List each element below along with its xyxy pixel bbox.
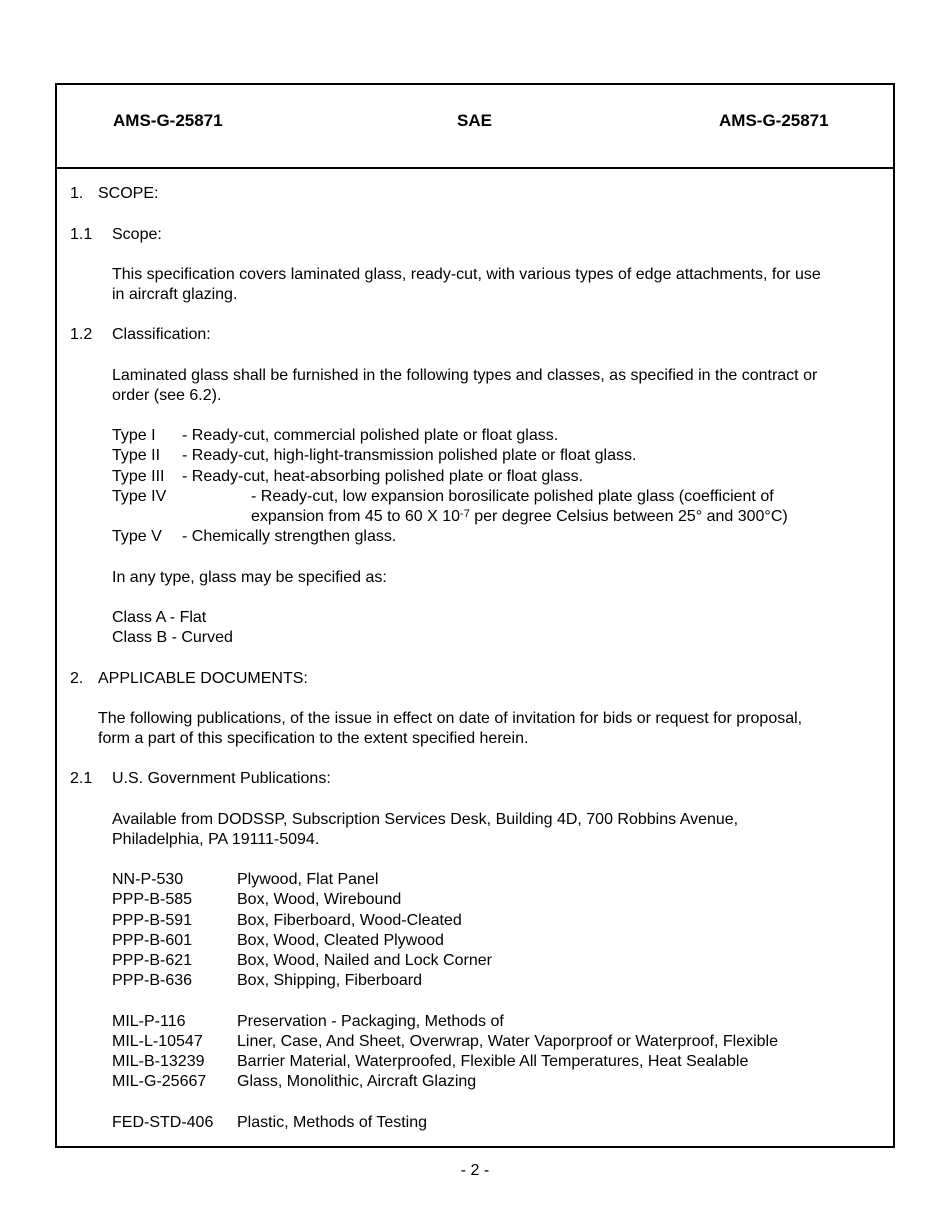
header-doc-id-left: AMS-G-25871 xyxy=(113,111,223,130)
doc-code: MIL-G-25667 xyxy=(112,1073,207,1090)
type-4-label: Type IV xyxy=(112,488,167,505)
section-2-1-number: 2.1 xyxy=(70,770,93,787)
doc-title: Preservation - Packaging, Methods of xyxy=(237,1013,504,1030)
type-4-desc-part-a: expansion from 45 to 60 X 10 xyxy=(251,508,461,525)
header-org: SAE xyxy=(457,111,492,130)
section-2-paragraph-line2: form a part of this specification to the extent specified herein. xyxy=(98,730,529,747)
section-2-1-paragraph-line2: Philadelphia, PA 19111-5094. xyxy=(112,831,320,848)
section-1-2-title: Classification: xyxy=(112,326,211,343)
doc-code: PPP-B-621 xyxy=(112,952,193,969)
any-type-note: In any type, glass may be specified as: xyxy=(112,569,387,586)
doc-title: Barrier Material, Waterproofed, Flexible All Temperatures, Heat Sealable xyxy=(237,1053,749,1070)
type-2-label: Type II xyxy=(112,447,161,464)
doc-title: Box, Shipping, Fiberboard xyxy=(237,972,422,989)
section-1-1-paragraph-line2: in aircraft glazing. xyxy=(112,286,238,303)
doc-title: Glass, Monolithic, Aircraft Glazing xyxy=(237,1073,477,1090)
type-4-exponent: -7 xyxy=(460,508,470,520)
section-1-2-number: 1.2 xyxy=(70,326,93,343)
type-1-label: Type I xyxy=(112,427,156,444)
header-doc-id-right: AMS-G-25871 xyxy=(719,111,829,130)
class-a: Class A - Flat xyxy=(112,609,207,626)
type-2-description: - Ready-cut, high-light-transmission polished plate or float glass. xyxy=(182,447,637,464)
section-1-2-paragraph-line1: Laminated glass shall be furnished in the following types and classes, as specified in the contract or xyxy=(112,367,818,384)
class-b: Class B - Curved xyxy=(112,629,233,646)
section-1-2-paragraph-line2: order (see 6.2). xyxy=(112,387,222,404)
doc-title: Box, Wood, Cleated Plywood xyxy=(237,932,444,949)
doc-code: MIL-B-13239 xyxy=(112,1053,205,1070)
type-1-description: - Ready-cut, commercial polished plate or float glass. xyxy=(182,427,559,444)
doc-title: Plywood, Flat Panel xyxy=(237,871,379,888)
page-header xyxy=(57,85,893,169)
type-5-description: - Chemically strengthen glass. xyxy=(182,528,397,545)
type-4-desc-part-b: per degree Celsius between 25° and 300°C) xyxy=(469,508,788,525)
doc-code: NN-P-530 xyxy=(112,871,184,888)
section-2-paragraph-line1: The following publications, of the issue in effect on date of invitation for bids or request for proposal, xyxy=(98,710,803,727)
doc-code: PPP-B-601 xyxy=(112,932,193,949)
section-2-1-title: U.S. Government Publications: xyxy=(112,770,331,787)
page-number: - 2 - xyxy=(460,1162,490,1179)
doc-title: Box, Wood, Nailed and Lock Corner xyxy=(237,952,492,969)
type-3-description: - Ready-cut, heat-absorbing polished plate or float glass. xyxy=(182,468,584,485)
section-1-1-title: Scope: xyxy=(112,226,162,243)
section-1-1-paragraph-line1: This specification covers laminated glass, ready-cut, with various types of edge attachments, for use xyxy=(112,266,821,283)
type-5-label: Type V xyxy=(112,528,162,545)
doc-code: MIL-L-10547 xyxy=(112,1033,203,1050)
type-4-description-line1: - Ready-cut, low expansion borosilicate polished plate glass (coefficient of xyxy=(251,488,774,505)
section-1-1-number: 1.1 xyxy=(70,226,93,243)
doc-code: PPP-B-585 xyxy=(112,891,193,908)
section-2-1-paragraph-line1: Available from DODSSP, Subscription Services Desk, Building 4D, 700 Robbins Avenue, xyxy=(112,811,739,828)
type-4-description-line2 xyxy=(251,507,788,527)
doc-title: Box, Fiberboard, Wood-Cleated xyxy=(237,912,462,929)
doc-code: PPP-B-636 xyxy=(112,972,193,989)
doc-title: Plastic, Methods of Testing xyxy=(237,1114,428,1131)
section-1-number: 1. xyxy=(70,185,84,202)
doc-title: Liner, Case, And Sheet, Overwrap, Water Vaporproof or Waterproof, Flexible xyxy=(237,1033,778,1050)
section-1-title: SCOPE: xyxy=(98,185,159,202)
type-3-label: Type III xyxy=(112,468,165,485)
doc-code: FED-STD-406 xyxy=(112,1114,214,1131)
doc-title: Box, Wood, Wirebound xyxy=(237,891,402,908)
doc-code: PPP-B-591 xyxy=(112,912,193,929)
doc-code: MIL-P-116 xyxy=(112,1013,186,1030)
section-2-title: APPLICABLE DOCUMENTS: xyxy=(98,670,308,687)
section-2-number: 2. xyxy=(70,670,84,687)
